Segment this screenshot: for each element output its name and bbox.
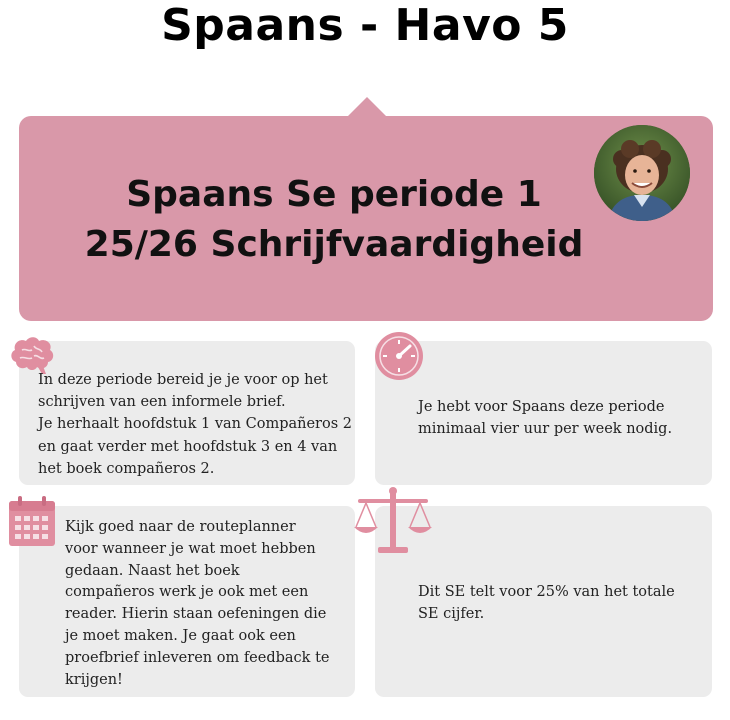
intro-line: Je herhaalt hoofdstuk 1 van Compañeros 2 xyxy=(38,416,352,433)
time-text xyxy=(418,396,672,440)
planning-line: je moet maken. Je gaat ook een xyxy=(65,627,296,644)
weight-line: SE cijfer. xyxy=(418,606,485,622)
planning-line: Kijk goed naar de routeplanner xyxy=(65,519,296,535)
planning-line: proefbrief inleveren om feedback te xyxy=(65,649,330,666)
gauge-icon xyxy=(374,331,424,385)
planning-line: reader. Hierin staan oefeningen die xyxy=(65,606,327,623)
banner-title-line1: Spaans Se periode 1 xyxy=(126,174,542,215)
page-title: Spaans - Havo 5 xyxy=(161,0,569,51)
intro-line: het boek compañeros 2. xyxy=(38,460,215,477)
planning-line: compañeros werk je ook met een xyxy=(65,584,309,601)
time-line: minimaal vier uur per week nodig. xyxy=(418,421,673,437)
planning-line: krijgen! xyxy=(65,671,123,688)
planning-line: gedaan. Naast het boek xyxy=(65,562,240,579)
banner-title-line2: 25/26 Schrijfvaardigheid xyxy=(84,224,584,265)
planning-text xyxy=(65,517,329,691)
banner-pointer xyxy=(347,97,387,117)
teacher-photo xyxy=(594,125,690,221)
intro-text xyxy=(38,369,352,480)
calendar-icon xyxy=(7,496,57,552)
intro-line: en gaat verder met hoofdstuk 3 en 4 van xyxy=(38,438,338,455)
scale-icon xyxy=(352,485,434,561)
intro-line: schrijven van een informele brief. xyxy=(38,394,286,411)
teacher-avatar xyxy=(594,125,690,221)
banner-title xyxy=(39,170,629,270)
header-banner xyxy=(19,116,713,321)
time-line: Je hebt voor Spaans deze periode xyxy=(418,399,665,415)
planning-line: voor wanneer je wat moet hebben xyxy=(65,540,316,557)
weight-text xyxy=(418,581,675,625)
intro-line: In deze periode bereid je je voor op het xyxy=(38,372,328,388)
weight-line: Dit SE telt voor 25% van het totale xyxy=(418,584,675,600)
